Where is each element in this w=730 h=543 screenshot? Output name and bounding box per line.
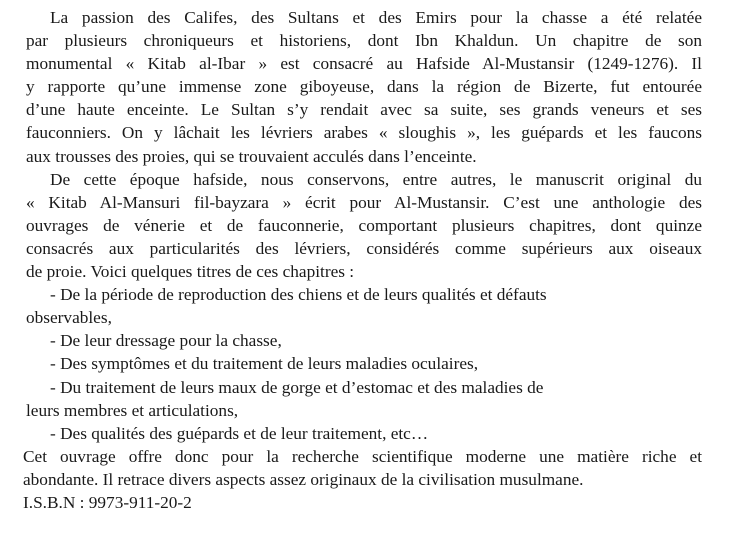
list-item-continuation: observables, bbox=[26, 308, 112, 328]
text-line: monumental « Kitab al-Ibar » est consacré au Hafside Al-Mustansir (1249-1276). Il bbox=[26, 54, 702, 74]
paragraph-1 bbox=[26, 6, 702, 168]
list-item: - De leur dressage pour la chasse, bbox=[50, 331, 282, 351]
list-item: - Du traitement de leurs maux de gorge et d’estomac et des maladies de bbox=[50, 377, 544, 397]
document-body bbox=[23, 6, 702, 514]
list-item: - Des symptômes et du traitement de leurs maladies oculaires, bbox=[50, 354, 479, 374]
text-line: abondante. Il retrace divers aspects assez originaux de la civilisation musulmane. bbox=[23, 469, 584, 489]
text-line: d’une haute enceinte. Le Sultan s’y rendait avec sa suite, ses grands veneurs et ses bbox=[26, 100, 702, 120]
chapter-list bbox=[26, 283, 702, 445]
text-line: de proie. Voici quelques titres de ces chapitres : bbox=[26, 262, 355, 282]
list-item: - Des qualités des guépards et de leur traitement, etc… bbox=[50, 423, 429, 443]
text-line: y rapporte qu’une immense zone giboyeuse, dans la région de Bizerte, fut entourée bbox=[26, 77, 702, 97]
text-line: La passion des Califes, des Sultans et des Emirs pour la chasse a été relatée bbox=[50, 8, 702, 27]
list-item: - De la période de reproduction des chiens et de leurs qualités et défauts bbox=[50, 285, 547, 305]
text-line: « Kitab Al-Mansuri fil-bayzara » écrit pour Al-Mustansir. C’est une anthologie des bbox=[26, 192, 702, 212]
text-line: ouvrages de vénerie et de fauconnerie, comportant plusieurs chapitres, dont quinze bbox=[26, 215, 702, 235]
text-line: Cet ouvrage offre donc pour la recherche scientifique moderne une matière riche et bbox=[23, 446, 702, 466]
text-line: consacrés aux particularités des lévriers, considérés comme supérieurs aux oiseaux bbox=[26, 238, 702, 258]
paragraph-2 bbox=[26, 168, 702, 283]
text-line: par plusieurs chroniqueurs et historiens, dont Ibn Khaldun. Un chapitre de son bbox=[26, 31, 702, 51]
text-line: aux trousses des proies, qui se trouvaient acculés dans l’enceinte. bbox=[26, 146, 477, 166]
paragraph-3 bbox=[23, 445, 702, 491]
list-item-continuation: leurs membres et articulations, bbox=[26, 400, 239, 420]
text-line: De cette époque hafside, nous conservons, entre autres, le manuscrit original du bbox=[50, 169, 702, 189]
text-line: fauconniers. On y lâchait les lévriers arabes « sloughis », les guépards et les faucons bbox=[26, 123, 702, 143]
isbn: I.S.B.N : 9973-911-20-2 bbox=[23, 492, 192, 512]
